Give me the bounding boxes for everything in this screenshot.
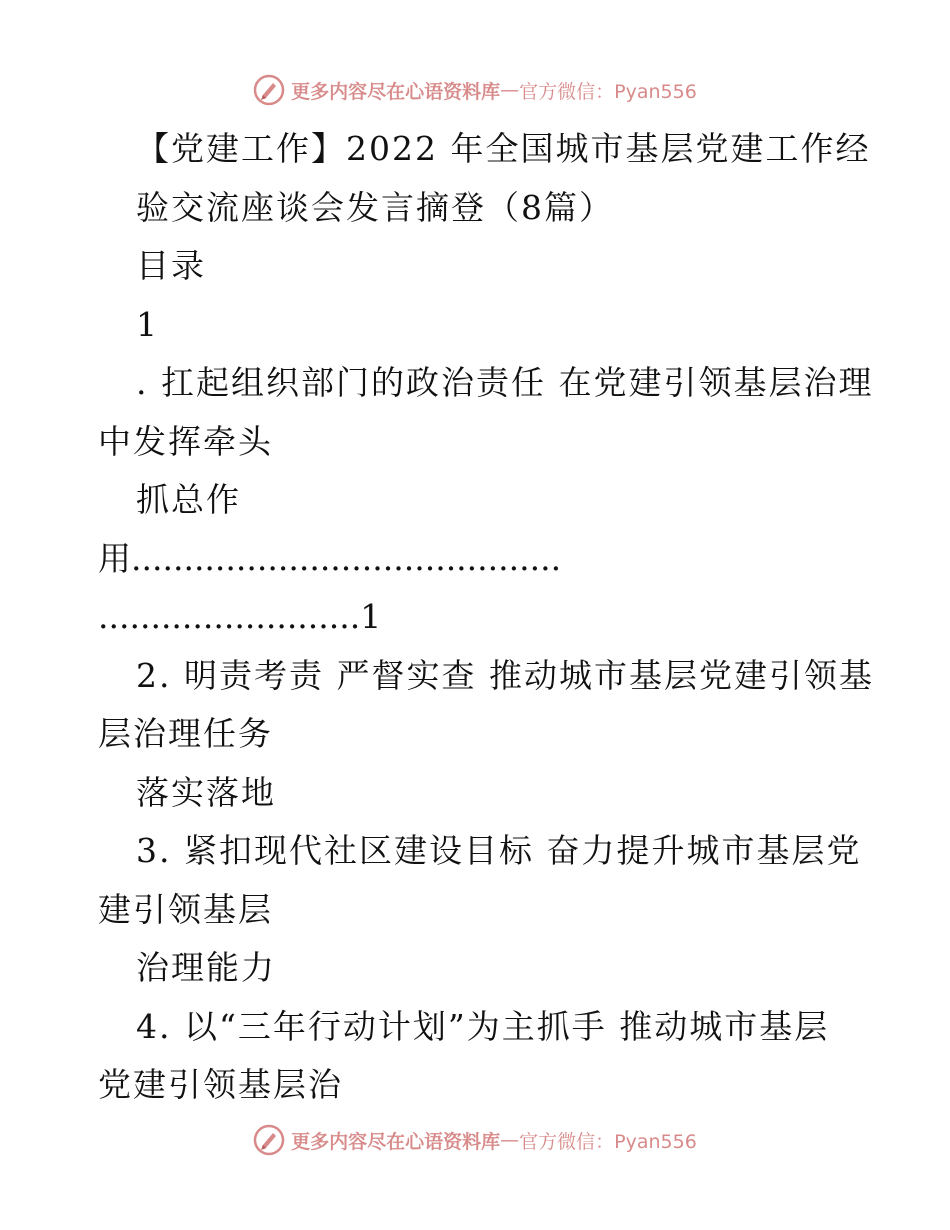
- toc-item-2-line2: 层治理任务: [98, 714, 273, 753]
- watermark-text: 更多内容尽在心语资料库: [291, 1130, 501, 1153]
- watermark-separator: —: [500, 79, 520, 101]
- toc-item-3-line2: 建引领基层: [98, 889, 273, 929]
- toc-item-1-line3: 抓总作: [136, 480, 241, 519]
- toc-item-4-line2: 党建引领基层治: [98, 1065, 343, 1104]
- library-logo-icon: [253, 74, 285, 106]
- watermark-contact: 官方微信：Pyan556: [519, 80, 697, 103]
- library-logo-icon: [253, 1124, 285, 1156]
- toc-item-1-number: 1: [136, 304, 159, 344]
- watermark-contact: 官方微信：Pyan556: [519, 1130, 697, 1153]
- header-watermark: [0, 70, 950, 110]
- doc-title-line1: 【党建工作】2022 年全国城市基层党建工作经: [136, 129, 871, 168]
- toc-item-1-line2: 中发挥牵头: [98, 421, 273, 461]
- toc-item-4-line1: 4. 以“三年行动计划”为主抓手 推动城市基层: [136, 1006, 830, 1046]
- toc-item-2-line1: 2. 明责考责 严督实查 推动城市基层党建引领基: [136, 655, 874, 695]
- watermark-separator: —: [500, 1129, 520, 1151]
- toc-item-3-line3: 治理能力: [136, 948, 276, 987]
- doc-title-line2: 验交流座谈会发言摘登（8篇）: [136, 187, 614, 227]
- document-body: [98, 120, 874, 1115]
- toc-item-2-line3: 落实落地: [136, 772, 276, 812]
- footer-watermark: [0, 1120, 950, 1160]
- toc-item-1-page: .........................1: [98, 597, 382, 636]
- toc-item-1-line1: . 扛起组织部门的政治责任 在党建引领基层治理: [136, 363, 874, 402]
- toc-item-1-leader: 用.........................................: [98, 538, 562, 578]
- watermark-text: 更多内容尽在心语资料库: [291, 80, 501, 103]
- toc-item-3-line1: 3. 紧扣现代社区建设目标 奋力提升城市基层党: [136, 831, 862, 870]
- toc-heading: 目录: [136, 246, 206, 285]
